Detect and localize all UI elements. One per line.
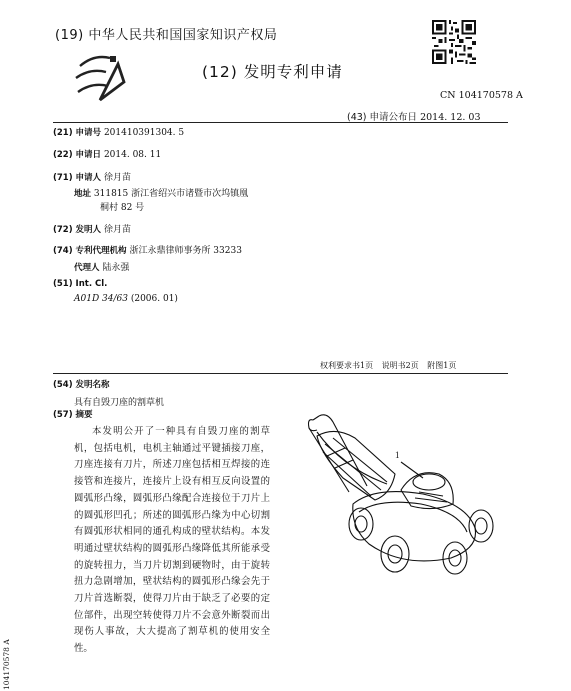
inventor-value: 徐月苗 [103,225,131,235]
office-name: (19) 中华人民共和国国家知识产权局 [55,28,278,43]
address [74,186,248,199]
page-count: 权利要求书1页 说明书2页 附图1页 [320,361,457,370]
abstract-text: 本发明公开了一种具有自毁刀座的割草机，包括电机，电机主轴通过平键插接刀座，刀座连接有刀片，所述刀座包括相互焊接的连接管和连接片，连接片上设有相互反向设置的圆弧形凸缘，圆弧形凸缘配合连接位于刀片上的圆弧形凹孔；所述的圆弧形凸缘为中心切割有圆弧形状相同的通孔构成的壁状结构。本发明通过壁状结构的圆弧形凸缘降低其所能承受的旋转扭力，当刀片切割到硬物时，由于旋转扭力急剧增加，壁状结构的圆弧形凸缘会先于刀片首选断裂，使得刀片由于缺乏了必要的定位部件，出现空转使得刀片不会意外断裂而出现伤人事故，大大提高了割草机的使用安全性。 [74,426,270,655]
applicant-value: 徐月苗 [103,173,131,183]
int-cl-label: (51) Int. Cl. [53,279,108,289]
qr-code-icon [432,20,476,64]
publication-date [347,109,481,123]
patent-agency-label: (74) 专利代理机构 [53,246,127,256]
ipc-code: A01D 34/63 [74,294,128,304]
side-publication-code: 104170578 A [2,639,11,690]
body-divider [53,373,508,374]
header-divider [53,122,508,123]
applicant [53,170,131,183]
patent-agency-value: 浙江永鼎律师事务所 33233 [129,246,242,256]
inventor [53,222,131,235]
applicant-label: (71) 申请人 [53,173,102,183]
application-date-value: 2014. 08. 11 [103,150,162,160]
publication-date-label: (43) 申请公布日 [347,112,418,123]
application-date-label: (22) 申请日 [53,150,102,160]
ipc-classification [74,294,178,304]
publication-number: CN 104170578 A [440,90,523,101]
invention-title-heading [53,378,110,390]
sipo-logo-icon [70,52,130,104]
document-type: (12) 发明专利申请 [202,63,343,81]
invention-title: 具有自毁刀座的割草机 [74,398,165,408]
abstract-heading [53,408,93,420]
int-cl [53,279,107,289]
address-label: 地址 [74,189,92,199]
patent-agency [53,243,242,256]
agent-value: 陆永强 [102,263,130,273]
address-line2: 桐村 82 号 [100,203,145,213]
ipc-version: (2006. 01) [130,294,178,304]
application-number [53,126,184,138]
application-number-label: (21) 申请号 [53,128,102,138]
inventor-label: (72) 发明人 [53,225,102,235]
invention-title-label: (54) 发明名称 [53,380,110,390]
abstract-label: (57) 摘要 [53,410,93,420]
figure-callout-label: 1 [395,450,400,460]
address-line1: 311815 浙江省绍兴市诸暨市次坞镇凰 [93,189,249,199]
publication-date-value: 2014. 12. 03 [420,112,481,123]
agent-label: 代理人 [74,263,100,273]
agent [74,260,129,273]
application-date [53,148,161,160]
lawn-mower-figure [283,408,513,588]
application-number-value: 201410391304. 5 [103,128,185,138]
